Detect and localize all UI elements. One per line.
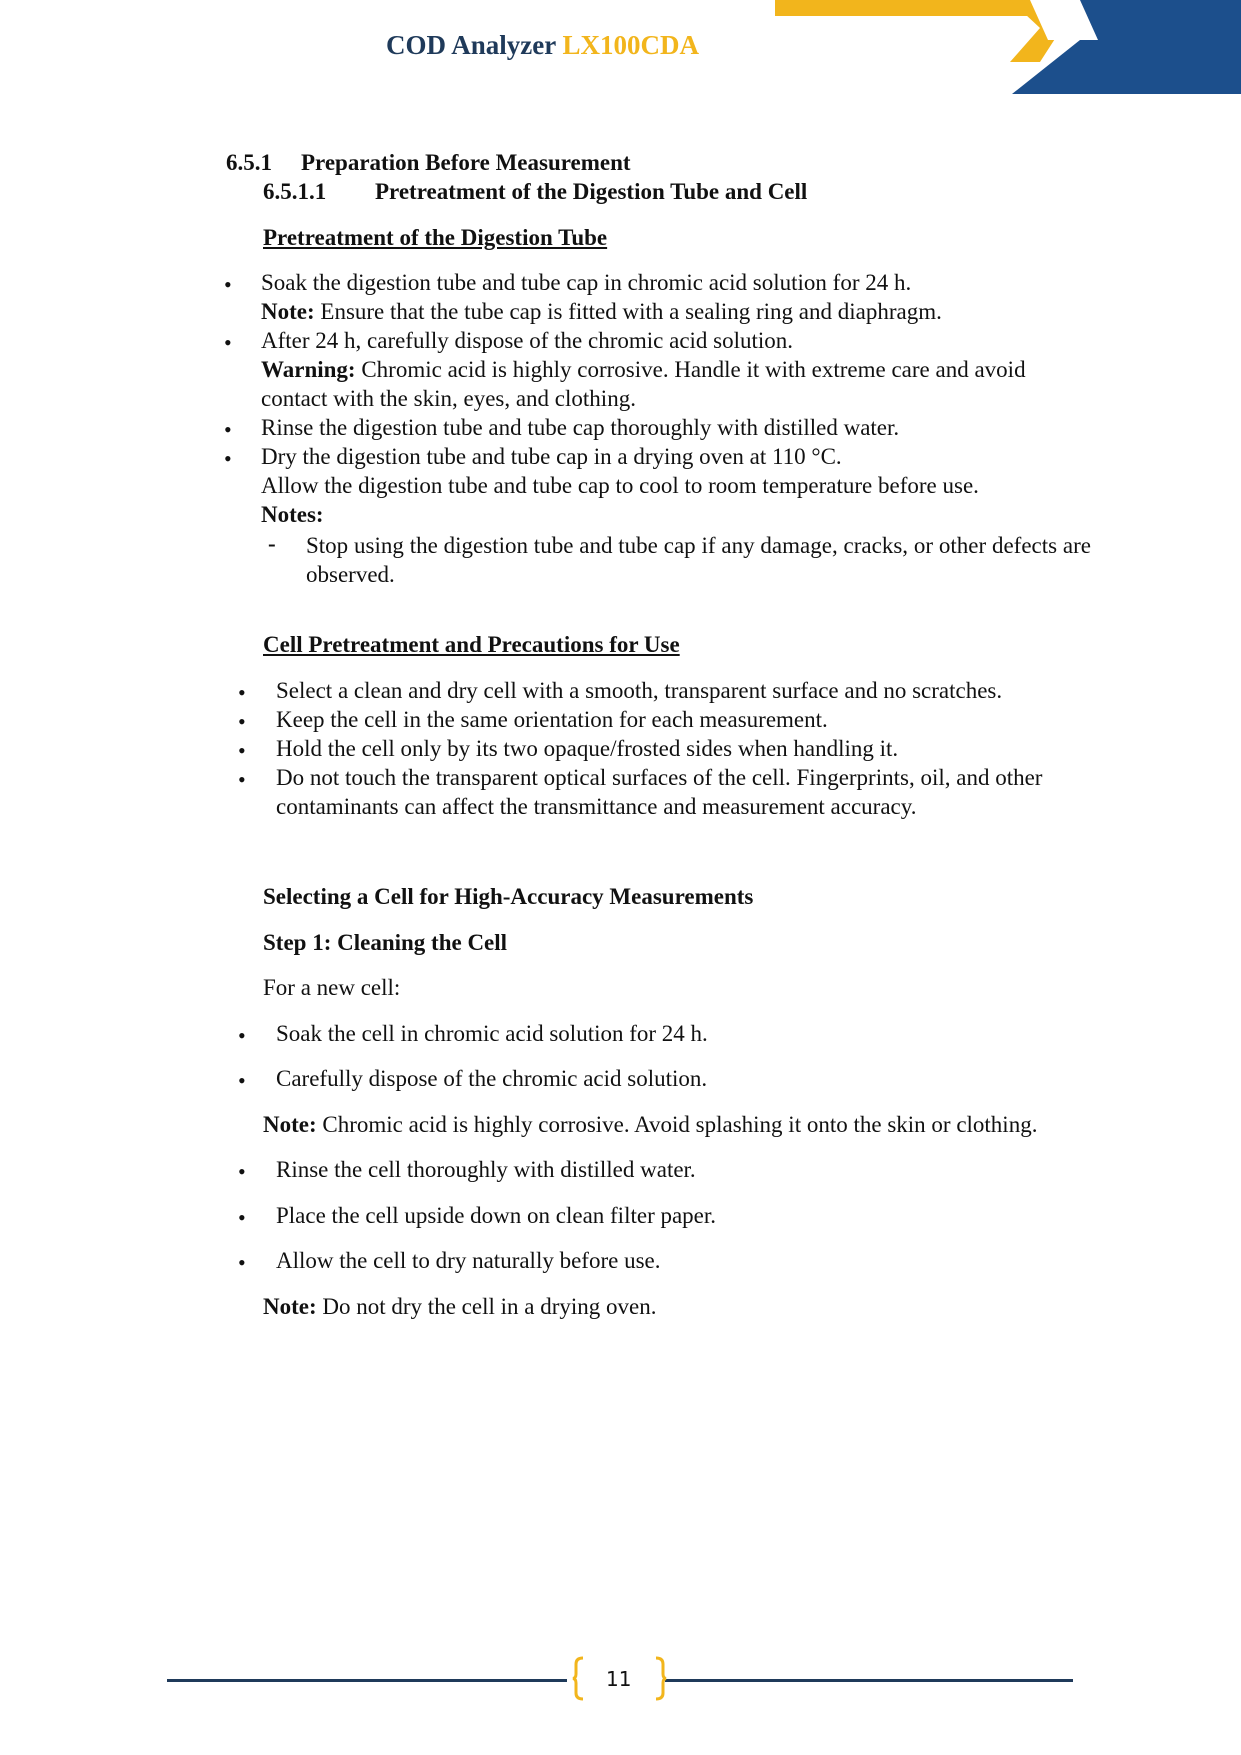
digestion-heading: Pretreatment of the Digestion Tube: [263, 225, 608, 250]
cell-heading: Cell Pretreatment and Precautions for Use: [263, 632, 680, 657]
for-new-cell-text: For a new cell:: [263, 975, 401, 1000]
note-label: Note:: [263, 1294, 317, 1319]
bullet-icon: •: [238, 738, 246, 763]
footer-right-bracket-icon: [655, 1656, 667, 1701]
list-item: Keep the cell in the same orientation for each measurement.: [276, 707, 828, 732]
list-item-continuation: contaminants can affect the transmittance and measurement accuracy.: [276, 794, 917, 819]
warning-label: Warning:: [261, 357, 356, 382]
bullet-icon: •: [238, 1068, 246, 1093]
note-line: [263, 1112, 1037, 1138]
warning-line: [261, 357, 1026, 383]
header-product-name: COD Analyzer: [386, 30, 556, 60]
subsection-title: Pretreatment of the Digestion Tube and Cell: [375, 179, 808, 204]
bullet-icon: •: [238, 1250, 246, 1275]
bullet-icon: •: [224, 446, 232, 471]
document-header-title: [386, 30, 699, 61]
bullet-icon: •: [238, 709, 246, 734]
bullet-icon: •: [224, 417, 232, 442]
notes-label: Notes:: [261, 502, 324, 527]
list-item: Rinse the cell thoroughly with distilled water.: [276, 1157, 696, 1182]
step-heading: Step 1: Cleaning the Cell: [263, 930, 508, 955]
section-heading: [226, 150, 631, 176]
subsection-number: 6.5.1.1: [263, 179, 327, 204]
bullet-icon: •: [238, 1159, 246, 1184]
bullet-icon: •: [238, 767, 246, 792]
header-model-number: LX100CDA: [562, 30, 700, 60]
warning-text: Chromic acid is highly corrosive. Handle it with extreme care and avoid: [355, 357, 1026, 382]
note-label: Note:: [261, 299, 315, 324]
list-item: Place the cell upside down on clean filter paper.: [276, 1203, 717, 1228]
selecting-heading: Selecting a Cell for High-Accuracy Measurements: [263, 884, 754, 909]
bullet-icon: •: [238, 1205, 246, 1230]
bullet-icon: •: [238, 680, 246, 705]
page-number: 11: [606, 1667, 632, 1691]
bullet-icon: •: [224, 272, 232, 297]
footer-rule-right: [665, 1679, 1073, 1682]
footer-left-bracket-icon: [572, 1656, 584, 1701]
bullet-icon: •: [224, 330, 232, 355]
list-item: Dry the digestion tube and tube cap in a drying oven at 110 °C.: [261, 444, 842, 469]
note-label: Note:: [263, 1112, 317, 1137]
bullet-icon: •: [238, 1023, 246, 1048]
dash-marker: -: [268, 531, 276, 556]
note-line: [263, 1294, 656, 1320]
note-text: Chromic acid is highly corrosive. Avoid splashing it onto the skin or clothing.: [316, 1112, 1038, 1137]
subsection-heading: [263, 179, 807, 205]
section-title: Preparation Before Measurement: [301, 150, 631, 175]
note-text: Ensure that the tube cap is fitted with a sealing ring and diaphragm.: [314, 299, 942, 324]
section-number: 6.5.1: [226, 150, 272, 175]
list-item: Soak the digestion tube and tube cap in chromic acid solution for 24 h.: [261, 270, 912, 295]
list-item: Allow the cell to dry naturally before use.: [276, 1248, 661, 1273]
dash-item-text: Stop using the digestion tube and tube cap if any damage, cracks, or other defects are observed.: [306, 533, 1091, 587]
allow-line: Allow the digestion tube and tube cap to cool to room temperature before use.: [261, 473, 979, 498]
footer-rule-left: [167, 1679, 567, 1682]
list-item: Hold the cell only by its two opaque/frosted sides when handling it.: [276, 736, 899, 761]
list-item: Do not touch the transparent optical surfaces of the cell. Fingerprints, oil, and other: [276, 765, 1043, 790]
list-item: Soak the cell in chromic acid solution for 24 h.: [276, 1021, 708, 1046]
list-item: Carefully dispose of the chromic acid solution.: [276, 1066, 708, 1091]
list-item: After 24 h, carefully dispose of the chromic acid solution.: [261, 328, 794, 353]
note-text: Do not dry the cell in a drying oven.: [316, 1294, 657, 1319]
note-line: [261, 299, 942, 325]
warning-continuation: contact with the skin, eyes, and clothing.: [261, 386, 636, 411]
list-item: Select a clean and dry cell with a smooth, transparent surface and no scratches.: [276, 678, 1003, 703]
list-item: Rinse the digestion tube and tube cap thoroughly with distilled water.: [261, 415, 900, 440]
